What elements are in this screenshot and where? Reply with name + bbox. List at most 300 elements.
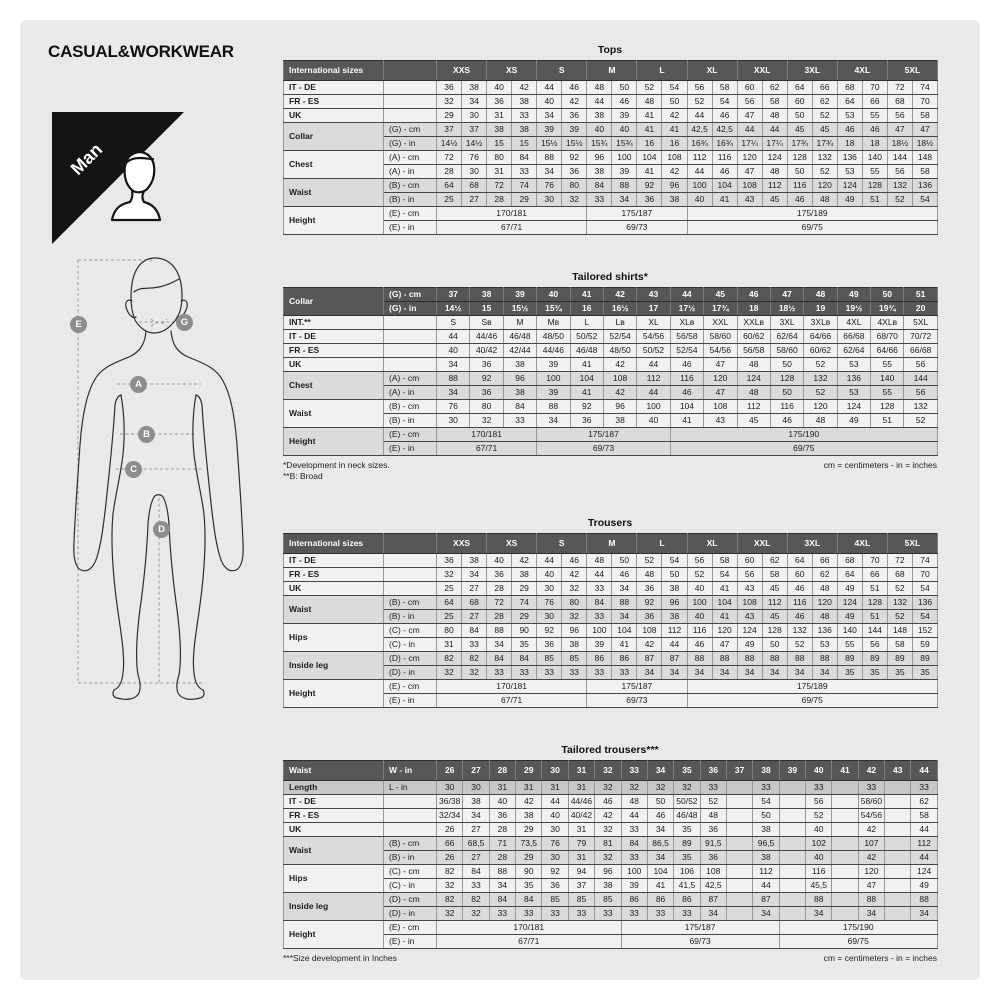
- sub-label-cell: (D) - in: [384, 906, 437, 920]
- data-cell: 170/181: [437, 679, 587, 693]
- data-cell: 38: [516, 808, 542, 822]
- data-cell: 74: [512, 595, 537, 609]
- header-cell: 50: [871, 288, 904, 302]
- sub-label-cell: (E) - cm: [384, 207, 437, 221]
- data-cell: 30: [463, 780, 489, 794]
- data-cell: 46: [562, 81, 587, 95]
- data-cell: 36: [637, 581, 662, 595]
- data-cell: 32: [470, 414, 503, 428]
- data-cell: 89: [862, 651, 887, 665]
- data-cell: 71: [489, 836, 515, 850]
- header-cell: XL: [687, 61, 737, 81]
- data-cell: 27: [462, 609, 487, 623]
- data-cell: 56: [687, 553, 712, 567]
- data-cell: 50/52: [637, 344, 670, 358]
- data-cell: 74: [512, 179, 537, 193]
- data-cell: 50: [612, 553, 637, 567]
- row-label-cell: IT - DE: [284, 81, 384, 95]
- sub-label-cell: (E) - in: [384, 442, 437, 456]
- data-cell: 33: [621, 850, 647, 864]
- data-cell: 33: [487, 665, 512, 679]
- data-cell: 41: [712, 609, 737, 623]
- data-cell: 88: [911, 892, 937, 906]
- header-cell: 18: [737, 302, 770, 316]
- data-cell: 108: [700, 864, 726, 878]
- data-cell: 47: [704, 358, 737, 372]
- header-cell: 44: [670, 288, 703, 302]
- sub-label-cell: [384, 822, 437, 836]
- sub-label-cell: [384, 358, 437, 372]
- data-cell: 40: [687, 609, 712, 623]
- data-cell: 120: [712, 623, 737, 637]
- sub-label-cell: (E) - cm: [384, 920, 437, 934]
- data-cell: 33: [587, 609, 612, 623]
- data-cell: 40: [587, 123, 612, 137]
- data-cell: 86,5: [647, 836, 673, 850]
- data-cell: [885, 808, 911, 822]
- data-cell: 92: [542, 864, 568, 878]
- data-cell: 175/190: [779, 920, 937, 934]
- data-cell: 49: [911, 878, 937, 892]
- data-cell: 39: [537, 358, 570, 372]
- header-cell: 48: [804, 288, 837, 302]
- data-cell: 54: [712, 95, 737, 109]
- data-cell: 84: [512, 651, 537, 665]
- data-cell: 72: [437, 151, 462, 165]
- data-cell: 56: [887, 165, 912, 179]
- tops-size-table: [283, 60, 938, 235]
- data-cell: 34: [487, 637, 512, 651]
- data-cell: 54/56: [858, 808, 884, 822]
- data-cell: 42: [662, 109, 687, 123]
- data-cell: 82: [462, 651, 487, 665]
- data-cell: 51: [862, 609, 887, 623]
- data-cell: 17¼: [762, 137, 787, 151]
- data-cell: 15½: [562, 137, 587, 151]
- data-cell: 120: [812, 179, 837, 193]
- header-cell: 16½: [603, 302, 636, 316]
- data-cell: 94: [568, 864, 594, 878]
- header-cell: 4XL: [837, 533, 887, 553]
- data-cell: 47: [737, 165, 762, 179]
- table-section-tailored-shirts: [283, 271, 937, 483]
- data-cell: 52: [904, 414, 937, 428]
- data-cell: 49: [837, 609, 862, 623]
- row-label-cell: Height: [284, 207, 384, 235]
- data-cell: 35: [862, 665, 887, 679]
- data-cell: 88: [712, 651, 737, 665]
- data-cell: 31: [568, 780, 594, 794]
- data-cell: 46: [837, 123, 862, 137]
- data-cell: 92: [570, 400, 603, 414]
- data-cell: 88: [612, 179, 637, 193]
- data-cell: 52: [637, 81, 662, 95]
- sub-label-cell: (G) - in: [384, 137, 437, 151]
- data-cell: 124: [911, 864, 937, 878]
- row-label-cell: Collar: [284, 123, 384, 151]
- data-cell: 33: [674, 906, 700, 920]
- data-cell: 41: [612, 637, 637, 651]
- header-cell: M: [587, 533, 637, 553]
- data-cell: 42: [512, 81, 537, 95]
- data-cell: 48/50: [603, 344, 636, 358]
- data-cell: 87: [662, 651, 687, 665]
- row-label-cell: UK: [284, 822, 384, 836]
- table-title-tailored-trousers: Tailored trousers***: [561, 743, 659, 756]
- data-cell: 132: [887, 179, 912, 193]
- data-cell: 52/54: [670, 344, 703, 358]
- data-cell: 51: [871, 414, 904, 428]
- sub-label-cell: (B) - cm: [384, 836, 437, 850]
- data-cell: 56/58: [670, 330, 703, 344]
- data-cell: 86: [612, 651, 637, 665]
- data-cell: 85: [562, 651, 587, 665]
- data-cell: 33: [537, 665, 562, 679]
- data-cell: 41: [647, 878, 673, 892]
- data-cell: 59: [912, 637, 937, 651]
- data-cell: 104: [570, 372, 603, 386]
- data-cell: 25: [437, 193, 462, 207]
- header-cell: XXL: [737, 533, 787, 553]
- data-cell: 38: [595, 878, 621, 892]
- data-cell: 116: [670, 372, 703, 386]
- sub-label-cell: [384, 109, 437, 123]
- data-cell: 80: [487, 151, 512, 165]
- sub-label-cell: (E) - in: [384, 221, 437, 235]
- data-cell: 88: [762, 651, 787, 665]
- data-cell: 33: [503, 414, 536, 428]
- data-cell: 56/58: [737, 344, 770, 358]
- data-cell: 108: [704, 400, 737, 414]
- data-cell: 55: [862, 165, 887, 179]
- data-cell: XXLʙ: [737, 316, 770, 330]
- data-cell: [779, 906, 805, 920]
- data-cell: 42/44: [503, 344, 536, 358]
- data-cell: 58: [712, 553, 737, 567]
- data-cell: 112: [911, 836, 937, 850]
- data-cell: 33: [512, 665, 537, 679]
- data-cell: [885, 822, 911, 836]
- data-cell: 175/187: [587, 679, 687, 693]
- data-cell: 39: [537, 386, 570, 400]
- data-cell: 132: [804, 372, 837, 386]
- data-cell: 96: [662, 179, 687, 193]
- data-cell: 28: [489, 850, 515, 864]
- row-label-cell: Chest: [284, 151, 384, 179]
- data-cell: 69/73: [537, 442, 671, 456]
- man-badge-graphic: [50, 110, 190, 250]
- data-cell: [726, 808, 752, 822]
- data-cell: 60/62: [737, 330, 770, 344]
- data-cell: 89: [912, 651, 937, 665]
- data-cell: 41: [662, 123, 687, 137]
- header-cell: (G) - cm: [384, 288, 437, 302]
- data-cell: 38: [587, 165, 612, 179]
- data-cell: 140: [871, 372, 904, 386]
- data-cell: 32: [595, 822, 621, 836]
- data-cell: 90: [512, 623, 537, 637]
- data-cell: 38: [463, 794, 489, 808]
- row-label-cell: IT - DE: [284, 553, 384, 567]
- row-label-cell: Hips: [284, 864, 384, 892]
- data-cell: 52: [687, 95, 712, 109]
- data-cell: 34: [537, 165, 562, 179]
- data-cell: 46/48: [570, 344, 603, 358]
- data-cell: 41,5: [674, 878, 700, 892]
- sub-label-cell: (D) - cm: [384, 892, 437, 906]
- header-cell: 5XL: [887, 61, 937, 81]
- data-cell: 44: [621, 808, 647, 822]
- data-cell: 4XL: [837, 316, 870, 330]
- data-cell: 30: [537, 609, 562, 623]
- data-cell: 48: [804, 414, 837, 428]
- data-cell: 120: [812, 595, 837, 609]
- data-cell: 112: [753, 864, 779, 878]
- data-cell: 67/71: [437, 934, 622, 948]
- data-cell: 54: [912, 581, 937, 595]
- data-cell: 68: [837, 553, 862, 567]
- header-cell: XXL: [737, 61, 787, 81]
- data-cell: 84: [462, 623, 487, 637]
- data-cell: 34: [687, 665, 712, 679]
- data-cell: 74: [912, 81, 937, 95]
- row-label-cell: INT.**: [284, 316, 384, 330]
- data-cell: 31: [437, 637, 462, 651]
- header-cell: 17¾: [704, 302, 737, 316]
- data-cell: 88: [437, 372, 470, 386]
- data-cell: 72: [887, 81, 912, 95]
- data-cell: 34: [489, 878, 515, 892]
- data-cell: 112: [762, 595, 787, 609]
- data-cell: 48: [762, 109, 787, 123]
- data-cell: 30: [437, 414, 470, 428]
- data-cell: 32: [647, 780, 673, 794]
- data-cell: 50: [662, 567, 687, 581]
- data-cell: 14½: [462, 137, 487, 151]
- data-cell: L: [570, 316, 603, 330]
- data-cell: 116: [687, 623, 712, 637]
- data-cell: 85: [537, 651, 562, 665]
- data-cell: 136: [812, 623, 837, 637]
- data-cell: 44: [542, 794, 568, 808]
- data-cell: 36: [562, 165, 587, 179]
- data-cell: 44: [687, 109, 712, 123]
- data-cell: 45: [762, 193, 787, 207]
- header-cell: 40: [537, 288, 570, 302]
- data-cell: 50: [770, 358, 803, 372]
- data-cell: 85: [595, 892, 621, 906]
- data-cell: 102: [806, 836, 832, 850]
- row-label-cell: Waist: [284, 400, 384, 428]
- row-label-cell: FR - ES: [284, 95, 384, 109]
- data-cell: 40: [537, 567, 562, 581]
- data-cell: 39: [612, 165, 637, 179]
- data-cell: 44: [587, 567, 612, 581]
- data-cell: 112: [637, 372, 670, 386]
- sub-label-cell: (E) - cm: [384, 428, 437, 442]
- data-cell: 124: [737, 372, 770, 386]
- data-cell: 46: [712, 109, 737, 123]
- header-cell: 43: [637, 288, 670, 302]
- data-cell: 46: [595, 794, 621, 808]
- data-cell: 67/71: [437, 221, 587, 235]
- data-cell: 96: [603, 400, 636, 414]
- data-cell: 100: [687, 595, 712, 609]
- data-cell: 50/52: [674, 794, 700, 808]
- data-cell: 66: [862, 567, 887, 581]
- header-cell: 35: [674, 760, 700, 780]
- data-cell: 44: [537, 553, 562, 567]
- data-cell: 66: [437, 836, 463, 850]
- data-cell: 33: [462, 637, 487, 651]
- sub-label-cell: (A) - cm: [384, 151, 437, 165]
- data-cell: 27: [463, 822, 489, 836]
- data-cell: 58: [887, 637, 912, 651]
- footnote-line: **B: Broad: [283, 471, 323, 482]
- data-cell: 38: [662, 193, 687, 207]
- data-cell: 35: [837, 665, 862, 679]
- data-cell: 33: [806, 780, 832, 794]
- data-cell: 33: [647, 906, 673, 920]
- header-cell: International sizes: [284, 533, 384, 553]
- header-cell: 5XL: [887, 533, 937, 553]
- data-cell: 56: [904, 358, 937, 372]
- header-cell: 3XL: [787, 533, 837, 553]
- data-cell: 60: [787, 95, 812, 109]
- data-cell: 39: [587, 637, 612, 651]
- data-cell: 170/181: [437, 920, 622, 934]
- data-cell: 89: [837, 651, 862, 665]
- header-cell: 46: [737, 288, 770, 302]
- marker-B: B: [138, 426, 155, 443]
- data-cell: 16¾: [687, 137, 712, 151]
- data-cell: 56: [737, 567, 762, 581]
- data-cell: 44: [662, 637, 687, 651]
- data-cell: 32: [674, 780, 700, 794]
- data-cell: 56: [904, 386, 937, 400]
- data-cell: 124: [737, 623, 762, 637]
- data-cell: 128: [770, 372, 803, 386]
- header-cell: [384, 61, 437, 81]
- sub-label-cell: (C) - in: [384, 637, 437, 651]
- sub-label-cell: [384, 316, 437, 330]
- data-cell: 32: [562, 581, 587, 595]
- data-cell: 82: [437, 864, 463, 878]
- unit-note: cm = centimeters - in = inches: [823, 460, 937, 470]
- sub-label-cell: (B) - cm: [384, 595, 437, 609]
- data-cell: 49: [837, 581, 862, 595]
- data-cell: 32: [437, 878, 463, 892]
- data-cell: 48: [637, 95, 662, 109]
- data-cell: [779, 808, 805, 822]
- data-cell: 48: [762, 165, 787, 179]
- sub-label-cell: (B) - in: [384, 850, 437, 864]
- data-cell: 45: [787, 123, 812, 137]
- header-cell: International sizes: [284, 61, 384, 81]
- data-cell: 30: [462, 109, 487, 123]
- data-cell: 40: [487, 553, 512, 567]
- data-cell: 50: [787, 109, 812, 123]
- header-cell: 44: [911, 760, 937, 780]
- marker-D: D: [153, 521, 170, 538]
- header-cell: 45: [704, 288, 737, 302]
- data-cell: 55: [871, 386, 904, 400]
- data-cell: 36: [570, 414, 603, 428]
- data-cell: 84: [512, 151, 537, 165]
- data-cell: 120: [804, 400, 837, 414]
- data-cell: 124: [837, 400, 870, 414]
- sub-label-cell: L - in: [384, 780, 437, 794]
- data-cell: 33: [753, 780, 779, 794]
- data-cell: 36: [470, 386, 503, 400]
- data-cell: 45: [737, 414, 770, 428]
- data-cell: 43: [704, 414, 737, 428]
- data-cell: 60: [737, 81, 762, 95]
- data-cell: 34: [463, 808, 489, 822]
- data-cell: 52: [887, 609, 912, 623]
- data-cell: 69/75: [670, 442, 937, 456]
- data-cell: 132: [904, 400, 937, 414]
- data-cell: 104: [670, 400, 703, 414]
- data-cell: 54: [912, 193, 937, 207]
- data-cell: 88: [812, 651, 837, 665]
- data-cell: 170/181: [437, 428, 537, 442]
- data-cell: 32: [595, 780, 621, 794]
- data-cell: 68: [837, 81, 862, 95]
- data-cell: 33: [858, 780, 884, 794]
- sub-label-cell: (E) - in: [384, 693, 437, 707]
- data-cell: [779, 780, 805, 794]
- male-figure-outline: [74, 258, 243, 699]
- data-cell: 47: [712, 637, 737, 651]
- data-cell: 29: [437, 109, 462, 123]
- data-cell: 69/75: [687, 693, 937, 707]
- data-cell: 88: [487, 623, 512, 637]
- data-cell: 87: [753, 892, 779, 906]
- data-cell: 84: [516, 892, 542, 906]
- sub-label-cell: (G) - cm: [384, 123, 437, 137]
- data-cell: 58: [911, 808, 937, 822]
- data-cell: 76: [462, 151, 487, 165]
- data-cell: [779, 836, 805, 850]
- sub-label-cell: (B) - cm: [384, 400, 437, 414]
- header-cell: XS: [487, 61, 537, 81]
- header-cell: 30: [542, 760, 568, 780]
- data-cell: 33: [587, 193, 612, 207]
- data-cell: 54: [662, 553, 687, 567]
- data-cell: XXL: [704, 316, 737, 330]
- row-label-cell: FR - ES: [284, 808, 384, 822]
- data-cell: 34: [462, 567, 487, 581]
- data-cell: 35: [516, 878, 542, 892]
- header-cell: L: [637, 61, 687, 81]
- sub-label-cell: [384, 808, 437, 822]
- marker-C: C: [125, 461, 142, 478]
- data-cell: 38: [512, 567, 537, 581]
- data-cell: [779, 822, 805, 836]
- data-cell: 69/75: [687, 221, 937, 235]
- data-cell: 42: [637, 637, 662, 651]
- data-cell: 29: [512, 581, 537, 595]
- data-cell: 56: [806, 794, 832, 808]
- data-cell: 29: [512, 193, 537, 207]
- data-cell: 31: [487, 165, 512, 179]
- data-cell: 40/42: [470, 344, 503, 358]
- data-cell: 68: [887, 567, 912, 581]
- data-cell: 38: [587, 109, 612, 123]
- sub-label-cell: (E) - in: [384, 934, 437, 948]
- data-cell: 46: [712, 165, 737, 179]
